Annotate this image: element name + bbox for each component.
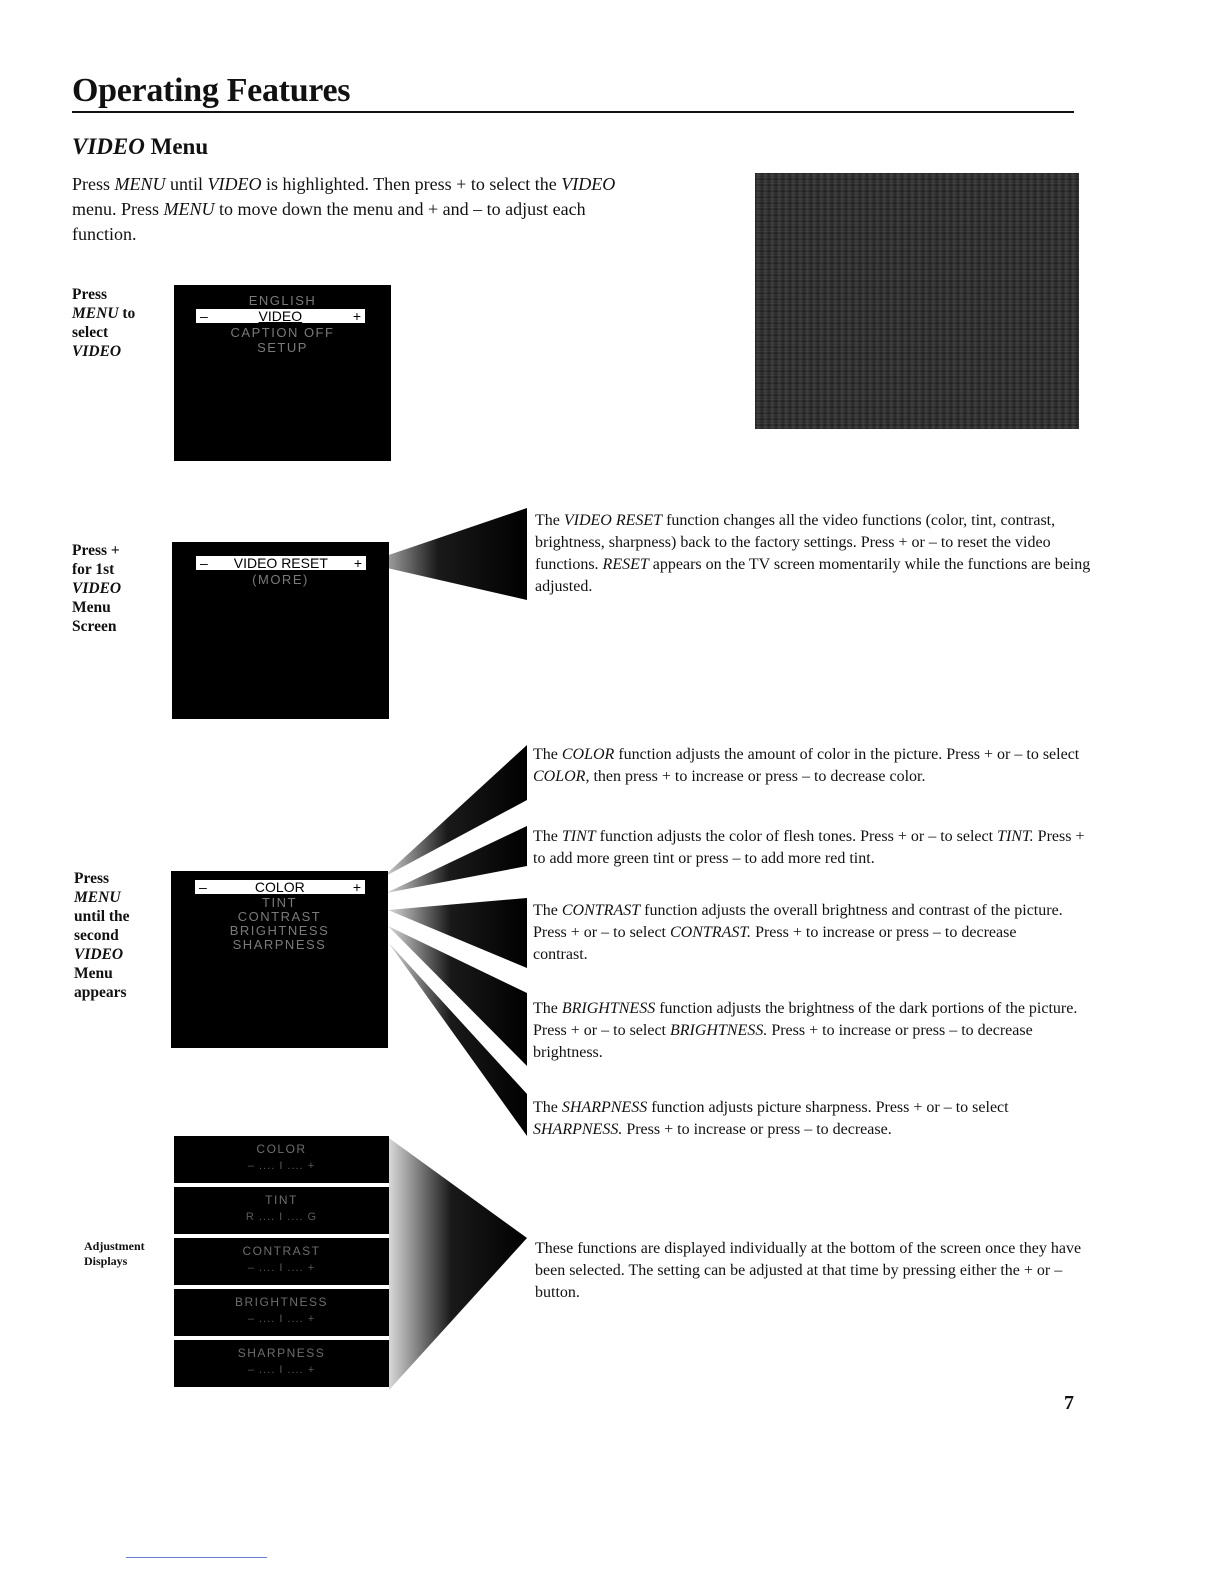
label-line: Adjustment (84, 1239, 145, 1253)
desc-em: SHARPNESS. (533, 1121, 623, 1138)
plus-icon: + (352, 879, 361, 895)
menu-item-brightness[interactable]: BRIGHTNESS (229, 923, 330, 938)
desc-em: BRIGHTNESS (561, 1000, 656, 1017)
minus-icon: – (200, 555, 208, 571)
adjustment-display-sharpness (174, 1340, 389, 1387)
menu-item-english[interactable]: ENGLISH (248, 293, 317, 308)
desc-text: function adjusts the overall brightness and contrast of the picture. Press + or – to select (533, 902, 1063, 941)
label-line: select (72, 324, 109, 341)
label-line: to (118, 305, 136, 322)
menu-item-tint[interactable]: TINT (262, 895, 297, 910)
menu-item-label: VIDEO RESET (233, 555, 328, 571)
desc-text: function adjusts picture sharpness. Press + or – to select (647, 1099, 1009, 1116)
desc-em: COLOR, (533, 768, 590, 785)
desc-text: function adjusts the brightness of the dark portions of the picture. Press + or – to select (533, 1000, 1078, 1039)
label-line: Screen (72, 618, 117, 635)
menu-item-setup[interactable]: SETUP (257, 340, 308, 355)
intro-text: menu. Press (72, 199, 164, 219)
step4-label (84, 1239, 145, 1269)
label-em: MENU (74, 889, 121, 906)
adjust-title: COLOR (256, 1142, 307, 1156)
label-line: Displays (84, 1254, 128, 1268)
adjust-scale: – .... I .... + (247, 1313, 316, 1325)
callout-contrast (388, 898, 527, 968)
adjust-scale: – .... I .... + (247, 1262, 316, 1274)
label-line: until the (74, 908, 130, 925)
desc-em: BRIGHTNESS. (670, 1022, 768, 1039)
label-line: Press (72, 286, 108, 303)
label-line: appears (74, 984, 127, 1001)
desc-em: SHARPNESS (561, 1099, 648, 1116)
intro-em: VIDEO (561, 174, 616, 194)
menu-item-sharpness[interactable]: SHARPNESS (232, 937, 327, 952)
label-line: second (74, 927, 119, 944)
desc-em: COLOR (561, 746, 615, 763)
desc-text: The (533, 1000, 562, 1017)
menu-item-caption[interactable]: CAPTION OFF (230, 325, 335, 340)
minus-icon: – (200, 308, 208, 324)
label-line: Menu (72, 599, 111, 616)
desc-em: RESET (602, 556, 649, 573)
adjustment-display-contrast (174, 1238, 389, 1285)
desc-text: function adjusts the amount of color in the picture. Press + or – to select (614, 746, 1080, 763)
intro-em: MENU (114, 174, 166, 194)
menu-item-more[interactable]: (MORE) (252, 572, 309, 587)
plus-icon: + (353, 555, 362, 571)
desc-text: Press + to increase or press – to decrease brightness. (533, 1022, 1033, 1061)
label-line: Press (74, 870, 110, 887)
desc-text: The (533, 1099, 562, 1116)
desc-text: function changes all the video functions (color, tint, contrast, brightness, sharpness) back to the factory settings. Press + or – to reset the video functions. (535, 512, 1056, 573)
desc-text: function adjusts the color of flesh tones. Press + or – to select (595, 828, 998, 845)
desc-adjustment-displays: These functions are displayed individually at the bottom of the screen once they have been selected. The setting can be adjusted at that time by pressing either the + or – button. (535, 1240, 1082, 1301)
desc-brightness (533, 998, 1078, 1064)
desc-text: Press + to increase or press – to decrease contrast. (533, 924, 1017, 963)
page-title: Operating Features (72, 72, 351, 109)
menu-item-label: COLOR (254, 879, 305, 895)
adjust-title: SHARPNESS (237, 1346, 326, 1360)
desc-sharpness (533, 1097, 1073, 1141)
label-line: Menu (74, 965, 113, 982)
intro-text: to move down the menu and + and – to adjust each function. (72, 199, 586, 244)
desc-color (533, 744, 1113, 788)
adjust-scale: – .... I .... + (247, 1364, 316, 1376)
section-heading-italic: VIDEO (72, 134, 145, 159)
desc-em: CONTRAST (561, 902, 641, 919)
page-number: 7 (1064, 1392, 1074, 1414)
plus-icon: + (352, 308, 361, 324)
label-em: VIDEO (72, 580, 122, 597)
desc-em: TINT. (997, 828, 1034, 845)
desc-text: Press + to add more green tint or press – to add more red tint. (533, 828, 1085, 867)
desc-text: The (533, 746, 562, 763)
label-line: Press + (72, 542, 120, 559)
callout-video-reset (365, 508, 527, 600)
callout-adjustment-displays (389, 1138, 527, 1390)
adjustment-display-tint (174, 1187, 389, 1234)
desc-text: The (535, 512, 564, 529)
menu-item-contrast[interactable]: CONTRAST (237, 909, 322, 924)
section-heading-rest: Menu (144, 134, 209, 159)
intro-text: Press (72, 174, 115, 194)
adjustment-display-color (174, 1136, 389, 1183)
minus-icon: – (199, 879, 207, 895)
intro-em: MENU (163, 199, 215, 219)
desc-tint (533, 826, 1093, 870)
desc-em: VIDEO RESET (563, 512, 663, 529)
intro-em: VIDEO (207, 174, 262, 194)
adjust-title: TINT (265, 1193, 298, 1207)
desc-text: The (533, 828, 562, 845)
adjustment-display-brightness (174, 1289, 389, 1336)
desc-em: TINT (561, 828, 596, 845)
scan-artifact-line (126, 1557, 267, 1558)
adjust-scale: R .... I .... G (245, 1211, 318, 1223)
adjust-scale: – .... I .... + (247, 1160, 316, 1172)
desc-text: The (533, 902, 562, 919)
desc-text: then press + to increase or press – to decrease color. (589, 768, 926, 785)
adjust-title: CONTRAST (242, 1244, 321, 1258)
label-em: VIDEO (72, 343, 122, 360)
label-em: VIDEO (74, 946, 124, 963)
desc-text: appears on the TV screen momentarily while the functions are being adjusted. (535, 556, 1091, 595)
desc-em: CONTRAST. (670, 924, 752, 941)
menu-item-label: VIDEO (258, 308, 303, 324)
intro-text: is highlighted. Then press + to select the (261, 174, 562, 194)
label-em: MENU (72, 305, 119, 322)
desc-text: Press + to increase or press – to decrease. (622, 1121, 892, 1138)
desc-video-reset (535, 510, 1095, 598)
adjust-title: BRIGHTNESS (234, 1295, 328, 1309)
label-line: for 1st (72, 561, 115, 578)
intro-text: until (165, 174, 208, 194)
desc-contrast (533, 900, 1073, 966)
